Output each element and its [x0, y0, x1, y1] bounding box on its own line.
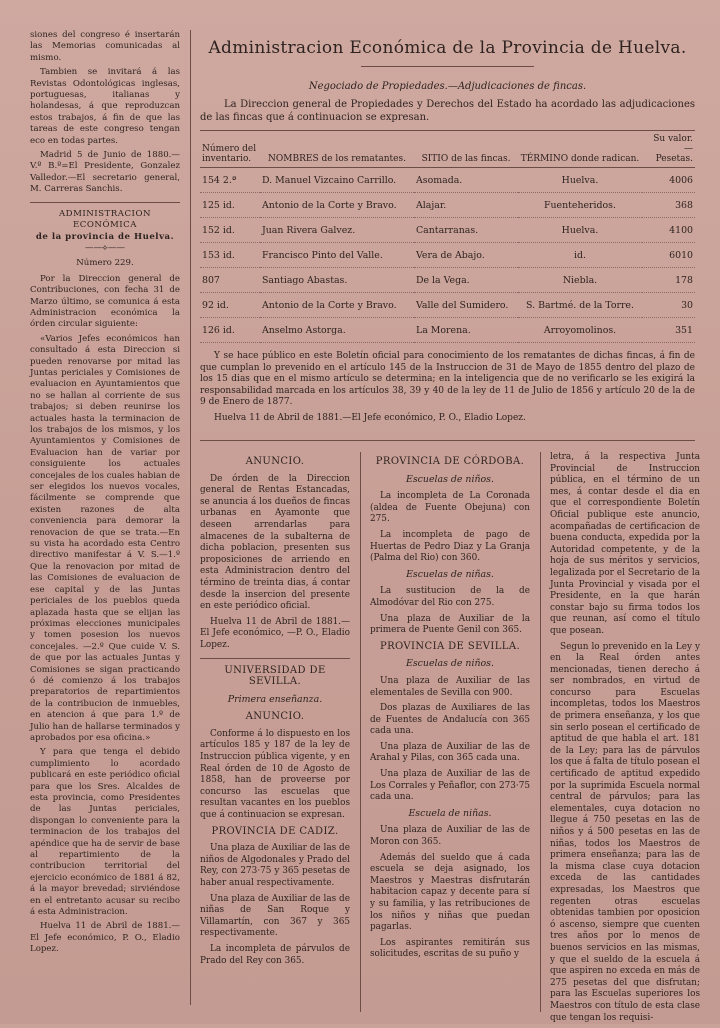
cell-site: De la Vega. [414, 268, 518, 293]
paragraph: Una plaza de Auxiliar de las de niños de Algodonales y Prado del Rey, con 273·75 y 365 pesetas de haber anual respectivamente. [200, 843, 350, 888]
divider [200, 658, 350, 659]
cell-term: Huelva. [518, 218, 642, 243]
paragraph: La sustitucion de la de Almodóvar del Rio con 275. [370, 586, 530, 608]
cell-site: Alajar. [414, 193, 518, 218]
left-paragraph: Tambien se invitará á las Revistas Odontológicas inglesas, portuguesas, italianas y holandesas, á que reproduzcan estos trabajos, á fin de que las tareas de este congreso tengan eco en todas partes. [30, 67, 180, 146]
paragraph: letra, á la respectiva Junta Provincial de Instruccion pública, en el término de un mes, á contar desde el dia en que el correspondiente Boletín Oficial publique este anuncio, acompañadas de certificacion de buena conducta, expedida por la Autoridad competente, y de la hoja de sus méritos y servicios, legalizada por el Secretario de la Junta Provincial y visada por el Presidente, en la que harán constar bajo su firma todos los que reunan, así como el título que posean. [550, 452, 700, 636]
page-title: Administracion Económica de la Provincia de Huelva. [208, 38, 687, 58]
announcement-number: Número 229. [76, 258, 134, 269]
announcements [200, 452, 700, 1023]
cell-number: 125 id. [200, 193, 260, 218]
table-row [200, 193, 695, 218]
column-1 [200, 452, 350, 971]
cell-site: Asomada. [414, 168, 518, 193]
paragraph: De órden de la Direccion general de Rentas Estancadas, se anuncia á los dueños de fincas urbanas en Ayamonte que deseen arrendarlas para almacenes de la subalterna de dicha poblacion, presenten sus proposiciones de arriendo en esta Administracion dentro del término de treinta dias, á contar desde la insercion del presente en este periódico oficial. [200, 473, 350, 612]
col-header-number: Número del inventario. [200, 131, 260, 168]
cell-term: Arroyomolinos. [518, 318, 642, 343]
cell-name: D. Manuel Vizcaino Carrillo. [260, 168, 414, 193]
paragraph: Dos plazas de Auxiliares de las de Fuentes de Andalucía con 365 cada una. [370, 703, 530, 737]
heading: PROVINCIA DE CÓRDOBA. [375, 456, 525, 467]
paragraph: Una plaza de Auxiliar de las de Los Corrales y Peñaflor, con 273·75 cada una. [370, 769, 530, 803]
cell-site: Vera de Abajo. [414, 243, 518, 268]
subheading: Escuelas de niñas. [406, 568, 494, 580]
subheading: Escuelas de niños. [406, 473, 494, 485]
subheading: Primera enseñanza. [227, 693, 323, 705]
subtitle: Negociado de Propiedades.—Adjudicaciones de fincas. [308, 81, 587, 92]
col-header-names: NOMBRES de los rematantes. [260, 131, 414, 168]
cell-name: Anselmo Astorga. [260, 318, 414, 343]
left-paragraph: Madrid 5 de Junio de 1880.— V.º B.º=El Presidente, Gonzalez Valledor.—El secretario general, M. Carreras Sanchis. [30, 150, 180, 195]
note-paragraph: Y se hace público en este Boletín oficial para conocimiento de los rematantes de dichas fincas, á fin de que cumplan lo prevenido en el artículo 145 de la Instruccion de 31 de Mayo de 1855 dentro del plazo de los 15 dias que en el mismo artículo se determina; en la inteligencia que de no verificarlo se les exigirá la responsabilidad marcada en los artículos 38, 39 y 40 de la ley de 11 de Julio de 1856 y artículo 20 de la de 9 de Enero de 1877. [200, 351, 695, 408]
cell-term: Huelva. [518, 168, 642, 193]
column-rule [190, 30, 191, 1005]
col-header-value: Su valor. — Pesetas. [642, 131, 695, 168]
cell-number: 807 [200, 268, 260, 293]
cell-value: 4006 [642, 168, 695, 193]
heading: ANUNCIO. [245, 711, 305, 723]
paragraph: La incompleta de párvulos de Prado del Rey con 365. [200, 943, 350, 966]
column-2 [370, 452, 530, 965]
adjudications-table [200, 130, 695, 343]
table-row [200, 293, 695, 318]
section-subheading: de la provincia de Huelva. [35, 231, 175, 242]
table-row [200, 218, 695, 243]
section-divider [200, 440, 695, 441]
col-header-site: SITIO de las fincas. [414, 131, 518, 168]
divider [30, 202, 180, 203]
column-3 [550, 452, 700, 1028]
heading: ANUNCIO. [245, 456, 305, 467]
cell-number: 152 id. [200, 218, 260, 243]
table-row [200, 243, 695, 268]
heading: UNIVERSIDAD DE SEVILLA. [224, 664, 326, 688]
section-heading: ADMINISTRACION ECONÓMICA [58, 208, 152, 231]
cell-site: La Morena. [414, 318, 518, 343]
paragraph: Una plaza de Auxiliar de las de Arahal y Pilas, con 365 cada una. [370, 741, 530, 764]
cell-number: 126 id. [200, 318, 260, 343]
heading: PROVINCIA DE SEVILLA. [379, 640, 521, 652]
cell-value: 6010 [642, 243, 695, 268]
cell-site: Cantarranas. [414, 218, 518, 243]
cell-name: Juan Rivera Galvez. [260, 218, 414, 243]
cell-term: id. [518, 243, 642, 268]
table-row [200, 268, 695, 293]
cell-number: 153 id. [200, 243, 260, 268]
subheading: Escuelas de niños. [406, 658, 494, 670]
cell-value: 368 [642, 193, 695, 218]
paragraph: Además del sueldo que á cada escuela se deja asignado, los Maestros y Maestras disfrutarán habitacion capaz y decente para sí y su familia, y las retribuciones de los niños y niñas que puedan pagarlas. [370, 852, 530, 933]
paragraph: Segun lo prevenido en la Ley y en la Real órden antes mencionadas, tienen derecho á ser nombrados, en virtud de concurso para Escuelas incompletas, todos los Maestros de primera enseñanza, y los que sin serlo posean el certificado de aptitud de que habla el art. 181 de la Ley; para las de párvulos los que á falta de título posean el certificado de aptitud expedido por la suprimida Escuela normal central de párvulos; para las elementales, cuya dotacion no llegue á 750 pesetas en las de niños y á 500 pesetas en las de niñas, todos los Maestros de primera enseñanza; para las de la misma clase cuya dotacion exceda de las cantidades expresadas, los Maestros que regenten otras escuelas obtenidas tambien por oposicion ó ascenso, siempre que cuenten tres años por lo menos de buenos servicios en las mismas, y que el sueldo de la escuela á que aspiren no exceda en más de 275 pesetas del que disfrutan; para las Escuelas superiores los Maestros con título de esta clase que tengan los requisi- [550, 641, 700, 1023]
paragraph: Conforme á lo dispuesto en los artículos 185 y 187 de la ley de Instruccion pública vigente, y en Real órden de 10 de Agosto de 1858, han de proveerse por concurso las escuelas que resultan vacantes en los pueblos que á continuacion se expresan. [200, 728, 350, 821]
column-rule [360, 452, 361, 1012]
paragraph: La incompleta de La Coronada (aldea de Fuente Obejuna) con 275. [370, 491, 530, 525]
cell-name: Francisco Pinto del Valle. [260, 243, 414, 268]
paragraph: Huelva 11 de Abril de 1881.— El Jefe económico, —P. O., Eladio Lopez. [200, 616, 350, 650]
left-paragraph: Y para que tenga el debido cumplimiento lo acordado publicará en este periódico oficial para que los Sres. Alcaldes de esta provincia, como Presidentes de las Juntas periciales, dispongan lo conveniente para la terminacion de los trabajos del apéndice que ha de servir de base al repartimiento de la contribucion territorial del ejercicio económico de 1881 á 82, á la mayor brevedad; sirviéndose en el entretanto acusar su recibo á esta Administracion. [30, 747, 180, 918]
signature: Huelva 11 de Abril de 1881.—El Jefe económico, P. O., Eladio Lopez. [214, 412, 526, 423]
main-section [200, 30, 695, 429]
paragraph: Los aspirantes remitirán sus solicitudes, escritas de su puño y [370, 937, 530, 960]
cell-name: Antonio de la Corte y Bravo. [260, 293, 414, 318]
col-header-term: TÉRMINO donde radican. [518, 131, 642, 168]
left-paragraph: «Varios Jefes económicos han consultado á esta Direccion si pueden renovarse por mitad las Juntas periciales y Comisiones de evaluacion en Ayuntamientos que no se hallan al corriente de sus trabajos; si deben reunirse los actuales hasta la terminacion de los trabajos de los mismos, y los Ayuntamientos y Comisiones de Evaluacion han de variar por consiguiente los actuales concejales de los cuales habian de ser elegidos los nuevos vocales, fácilmente se comprende que existen razones de alta conveniencia para demorar la renovacion de que se trata.—En su vista ha acordado esta Centro directivo manifestar á V. S.—1.º Que la renovacion por mitad de las Comisiones de evaluacion de ese capital y de las Juntas periciales de los pueblos queda aplazada hasta que se elijan las próximas elecciones municipales y tomen posesion los nuevos concejales. —2.º Que cuide V. S. de que por las actuales Juntas y Comisiones se sigan practicando ó dé comienzo á los trabajos preparatorios de repartimientos de la contribucion de inmuebles, en atencion á que para 1.º de Julio han de hallarse terminados y aprobados por esa oficina.» [30, 333, 180, 743]
paragraph: Una plaza de Auxiliar de las de Moron con 365. [370, 825, 530, 848]
paragraph: Una plaza de Auxiliar de la primera de Puente Genil con 365. [370, 613, 530, 636]
title-divider [361, 66, 534, 67]
table-row [200, 168, 695, 193]
cell-name: Antonio de la Corte y Bravo. [260, 193, 414, 218]
cell-value: 178 [642, 268, 695, 293]
paragraph: La incompleta de pago de Huertas de Pedro Diaz y La Granja (Palma del Rio) con 360. [370, 529, 530, 564]
left-paragraph: Huelva 11 de Abril de 1881.— El Jefe económico, P. O., Eladio Lopez. [30, 921, 180, 955]
intro-paragraph: La Direccion general de Propiedades y Derechos del Estado ha acordado las adjudicaciones de las fincas que á continuacion se expresan. [200, 99, 695, 123]
cell-number: 154 2.ª [200, 168, 260, 193]
cell-value: 351 [642, 318, 695, 343]
cell-name: Santiago Abastas. [260, 268, 414, 293]
left-paragraph: siones del congreso é insertarán las Memorias comunicadas al mismo. [30, 30, 180, 63]
left-column [30, 30, 180, 959]
column-rule [540, 452, 541, 1012]
cell-value: 4100 [642, 218, 695, 243]
left-paragraph: Por la Direccion general de Contribuciones, con fecha 31 de Marzo último, se comunica á esta Administracion económica la órden circular siguiente: [30, 273, 180, 330]
paragraph: Una plaza de Auxiliar de las de niñas de San Roque y Villamartín, con 367 y 365 respectivamente. [200, 893, 350, 939]
table-row [200, 318, 695, 343]
heading: PROVINCIA DE CADIZ. [211, 825, 339, 837]
cell-term: Fuenteheridos. [518, 193, 642, 218]
cell-term: Niebla. [518, 268, 642, 293]
cell-term: S. Bartmé. de la Torre. [518, 293, 642, 318]
subheading: Escuela de niñas. [408, 807, 492, 819]
cell-value: 30 [642, 293, 695, 318]
cell-site: Valle del Sumidero. [414, 293, 518, 318]
paragraph: Una plaza de Auxiliar de las elementales de Sevilla con 900. [370, 675, 530, 698]
cell-number: 92 id. [200, 293, 260, 318]
ornament-divider: ——⟡—— [84, 242, 126, 253]
